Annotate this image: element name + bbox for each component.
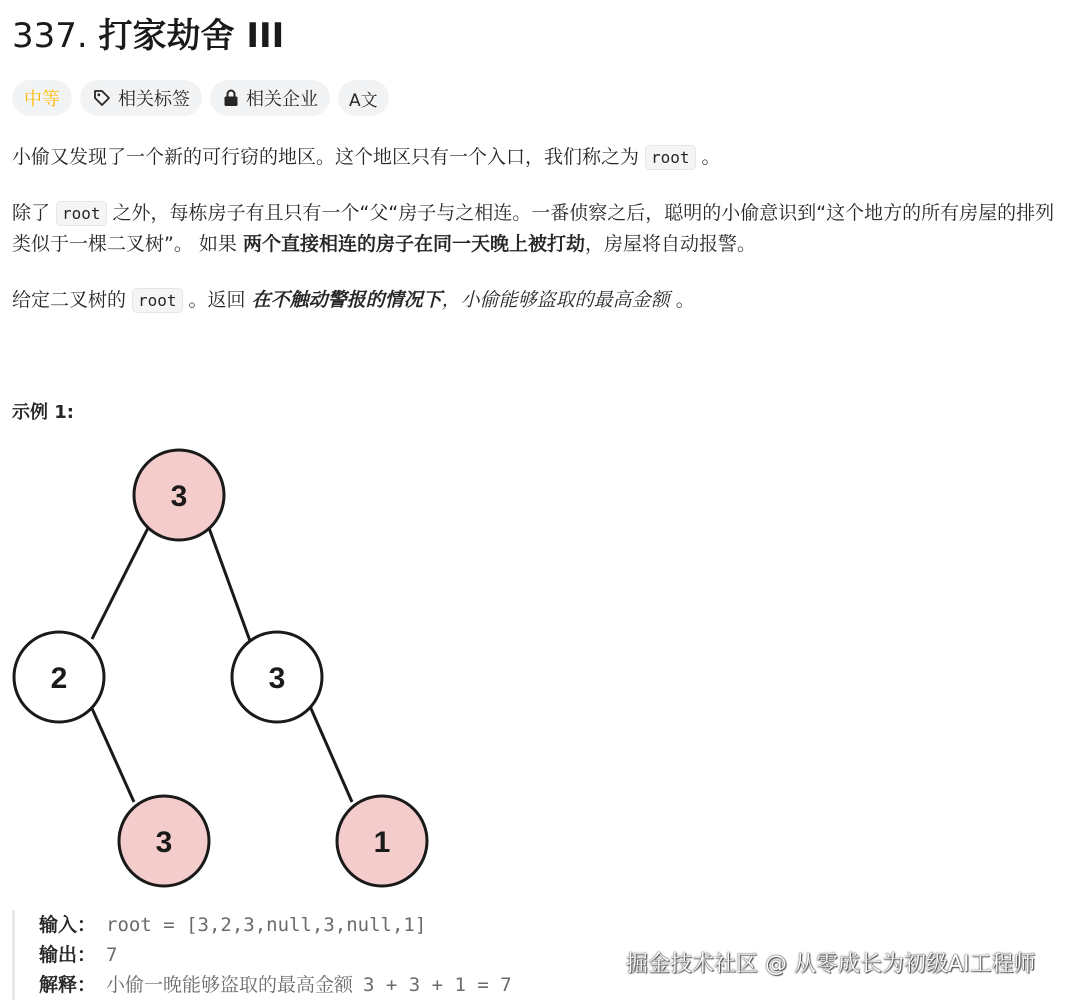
output-label: 输出： <box>39 944 97 966</box>
tree-node-label: 3 <box>170 480 188 513</box>
description-paragraph-2 <box>12 198 1064 259</box>
tag-bar <box>12 80 389 116</box>
description-paragraph-1 <box>12 142 1064 173</box>
translate-button[interactable] <box>338 80 389 116</box>
code-root: root <box>56 201 107 226</box>
tree-node-label: 3 <box>155 826 173 859</box>
tree-edge <box>309 704 352 802</box>
tree-node-label: 1 <box>373 826 391 859</box>
tree-node <box>337 796 427 886</box>
tree-node <box>134 450 224 540</box>
input-label: 输入： <box>39 914 97 936</box>
tree-node <box>232 632 322 722</box>
tree-node-label: 2 <box>50 662 68 695</box>
description-bold: 两个直接相连的房子在同一天晚上被打劫 <box>242 233 585 255</box>
description-text: 。 <box>675 289 695 311</box>
example-output-line <box>39 940 712 970</box>
problem-number: 337. <box>12 16 88 56</box>
explain-label: 解释： <box>39 974 97 996</box>
watermark: 掘金技术社区 @ 从零成长为初级AI工程师 <box>626 952 1036 977</box>
related-tags-label: 相关标签 <box>118 89 190 110</box>
example-block <box>12 910 712 1000</box>
code-root: root <box>645 145 696 170</box>
translate-icon: A文 <box>349 90 378 111</box>
tree-node <box>14 632 104 722</box>
tag-icon <box>92 88 112 108</box>
description-text: 除了 <box>12 202 51 224</box>
code-root: root <box>132 288 183 313</box>
output-value: 7 <box>106 944 118 966</box>
description-paragraph-3 <box>12 285 1064 316</box>
tree-edge <box>209 528 250 641</box>
tree-edge <box>90 704 134 802</box>
problem-title <box>12 14 284 58</box>
description-italic: ，小偷能够盗取的最高金额 <box>441 289 670 311</box>
description-text: ，房屋将自动报警。 <box>584 233 756 255</box>
tree-node <box>119 796 209 886</box>
example-input-line <box>39 910 712 940</box>
description-bold-italic: 在不触动警报的情况下 <box>251 289 442 311</box>
description-text: 之外，每栋房子有且只有一个“父“房子与之相连。一番侦察之后，聪明的小偷意识到“这个地方的所有房屋的排列类似于一棵二叉树”。 如果 <box>12 202 1055 255</box>
lock-icon <box>222 88 240 108</box>
description-text: 。 <box>701 146 721 168</box>
description-text: 小偷又发现了一个新的可行窃的地区。这个地区只有一个入口，我们称之为 <box>12 146 640 168</box>
example-explain-line <box>39 970 712 1000</box>
explain-text: 小偷一晚能够盗取的最高金额 <box>106 974 354 996</box>
description-text: 。返回 <box>188 289 246 311</box>
explain-value: 3 + 3 + 1 = 7 <box>363 974 512 996</box>
problem-name: 打家劫舍 III <box>98 16 285 56</box>
binary-tree-diagram <box>0 440 440 895</box>
example-title: 示例 1: <box>12 402 74 423</box>
tree-edge <box>92 528 148 639</box>
tree-node-label: 3 <box>268 662 286 695</box>
related-companies-label: 相关企业 <box>246 89 318 110</box>
related-tags-button[interactable] <box>80 80 202 116</box>
input-value: root = [3,2,3,null,3,null,1] <box>106 914 427 936</box>
difficulty-badge[interactable]: 中等 <box>12 80 72 116</box>
description-text: 给定二叉树的 <box>12 289 127 311</box>
related-companies-button[interactable] <box>210 80 330 116</box>
